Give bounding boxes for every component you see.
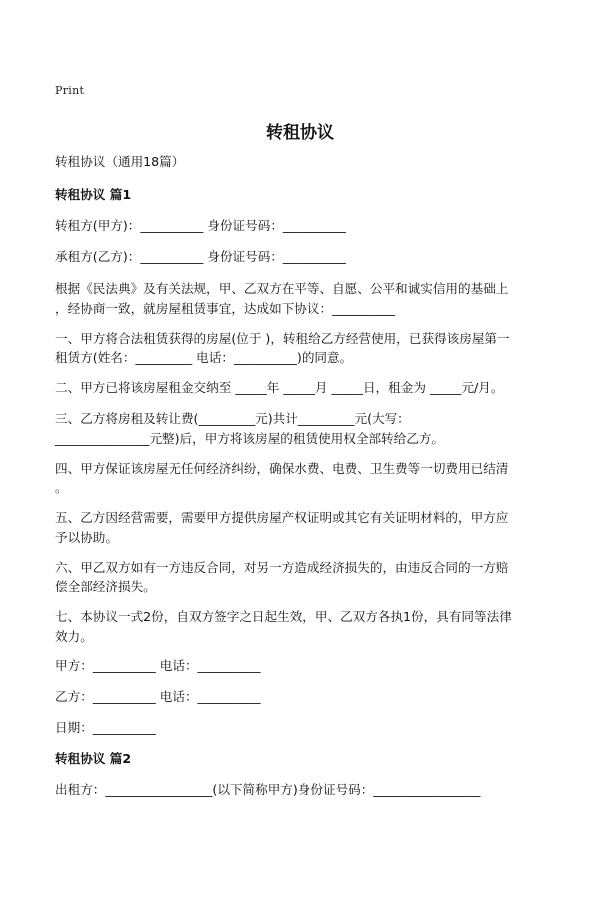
clause-3-line: 三、乙方将房租及转让费(_________元)共计_________元(大写： [55,411,410,426]
clause-4-line: 四、甲方保证该房屋无任何经济纠纷，确保水费、电费、卫生费等一切费用已结清 [55,461,509,476]
clause-4-line: 。 [55,480,68,495]
sublessor-line: 转租方(甲方)：__________ 身份证号码：__________ [55,218,346,233]
clause-7-line: 效力。 [55,629,93,644]
section-heading-1: 转租协议 篇1 [55,187,132,202]
print-link[interactable]: Print [55,84,85,97]
clause-5-line: 予以协助。 [55,530,118,545]
party-b-signature-line: 乙方：__________ 电话：__________ [55,689,261,704]
clause-2-line: 二、甲方已将该房屋租金交纳至 _____年 _____月 _____日，租金为 _____元/月。 [55,380,504,395]
document-subtitle: 转租协议（通用18篇） [55,154,185,169]
paragraph-line: 根据《民法典》及有关法规，甲、乙双方在平等、自愿、公平和诚实信用的基础上 [55,281,509,296]
date-line: 日期：__________ [55,720,156,735]
paragraph-line: ，经协商一致，就房屋租赁事宜，达成如下协议：__________ [55,301,396,316]
document-title: 转租协议 [266,123,334,143]
clause-6-line: 六、甲乙双方如有一方违反合同，对另一方造成经济损失的，由违反合同的一方赔 [55,560,509,575]
clause-6-line: 偿全部经济损失。 [55,579,156,594]
lessor-line: 出租方：_________________(以下简称甲方)身份证号码：_________________ [55,782,481,797]
clause-5-line: 五、乙方因经营需要，需要甲方提供房屋产权证明或其它有关证明材料的，甲方应 [55,510,509,525]
section-heading-2: 转租协议 篇2 [55,751,132,766]
clause-1-line: 一、甲方将合法租赁获得的房屋(位于 )，转租给乙方经营使用，已获得该房屋第一 [55,331,510,346]
clause-3-line: _______________元整)后，甲方将该房屋的租赁使用权全部转给乙方。 [55,431,445,446]
clause-7-line: 七、本协议一式2份，自双方签字之日起生效，甲、乙双方各执1份，具有同等法律 [55,609,512,624]
clause-1-line: 租赁方(姓名：_________ 电话：__________)的同意。 [55,350,353,365]
party-a-signature-line: 甲方：__________ 电话：__________ [55,658,261,673]
sublessee-line: 承租方(乙方)：__________ 身份证号码：__________ [55,249,346,264]
